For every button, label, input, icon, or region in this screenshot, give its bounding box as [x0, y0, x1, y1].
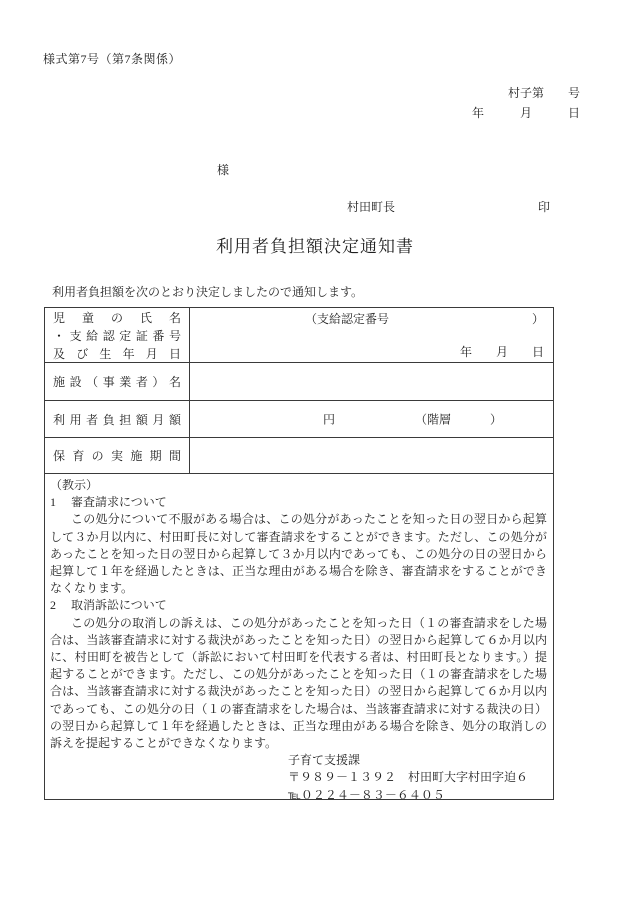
period-value-cell	[190, 438, 553, 473]
notice-item1-body: この処分について不服がある場合は、この処分があったことを知った日の翌日から起算して３か月以内に、村田町長に対して審査請求をすることができます。ただし、この処分があったことを知った日の翌日から起算して３か月以内であっても、この処分の日の翌日から起算して１年を経過したときは、正当な理由がある場合を除き、審査請求をすることができなくなります。	[50, 512, 547, 596]
intro-sentence: 利用者負担額を次のとおり決定しましたので通知します。	[52, 285, 364, 299]
notice-heading: （教示）	[50, 478, 99, 492]
certificate-number-close: ）	[531, 312, 544, 326]
notice-item2-title: 取消訴訟について	[71, 598, 167, 613]
form-number: 様式第7号（第7条関係）	[43, 52, 182, 66]
facility-label: 施設（事業者）名	[45, 363, 190, 400]
notice-item1-heading	[50, 494, 547, 511]
notice-item2-heading	[50, 597, 547, 614]
contact-phone: ℡０２２４－８３－６４０５	[288, 787, 445, 802]
table-row-period	[45, 438, 553, 474]
document-meta	[472, 84, 580, 123]
contact-block	[288, 752, 547, 804]
notice-section	[45, 474, 553, 802]
notice-item2-body: この処分の取消しの訴えは、この処分があったことを知った日（１の審査請求をした場合は、当該審査請求に対する裁決があったことを知った日）の翌日から起算して６か月以内に、村田町を被告として（訴訟において村田町を代表する者は、村田町長となります。）提起することができます。ただし、この処分があったことを知った日（１の審査請求をした場合は、当該審査請求に対する裁決があったことを知った日）の翌日から起算して６か月以内であっても、この処分の日（１の審査請求をした場合は、当該審査請求に対する裁決の日）の翌日から起算して１年を経過したときは、正当な理由がある場合を除き、処分の取消しの訴えを提起することができなくなります。	[50, 615, 547, 751]
notice-item2-number: 2	[50, 598, 56, 613]
addressee-honorific: 様	[217, 163, 230, 177]
period-label: 保育の実施期間	[45, 438, 190, 473]
table-row-facility	[45, 363, 553, 401]
facility-value-cell	[190, 363, 553, 400]
table-row-amount	[45, 401, 553, 438]
document-date-line: 年 月 日	[471, 105, 580, 120]
page-title: 利用者負担額決定通知書	[216, 237, 414, 256]
contact-address: 〒９８９－１３９２ 村田町大字村田字迫６	[288, 770, 529, 785]
birthdate-line: 年 月 日	[459, 345, 544, 359]
issuer-title: 村田町長	[347, 200, 396, 214]
decision-table	[44, 307, 554, 800]
amount-unit-yen: 円	[323, 412, 336, 427]
tier-bracket-close: ）	[490, 412, 503, 427]
tier-bracket-open: （階層	[415, 412, 452, 427]
document-number-line: 村子第 号	[507, 86, 580, 100]
issuer-line	[347, 198, 550, 215]
table-row-child-info	[45, 308, 553, 363]
notice-item1-title: 審査請求について	[71, 495, 167, 510]
certificate-number-line	[190, 308, 553, 327]
child-info-label: 児童の氏名 ・支給認定証番号 及び生年月日	[45, 308, 190, 362]
contact-department: 子育て支援課	[288, 753, 361, 768]
amount-label: 利用者負担額月額	[45, 401, 190, 437]
certificate-number-open: （支給認定番号	[305, 312, 390, 326]
notice-item1-number: 1	[50, 495, 56, 510]
child-info-value-cell	[190, 308, 553, 362]
seal-placeholder: 印	[537, 200, 550, 214]
amount-value-cell	[190, 401, 553, 437]
